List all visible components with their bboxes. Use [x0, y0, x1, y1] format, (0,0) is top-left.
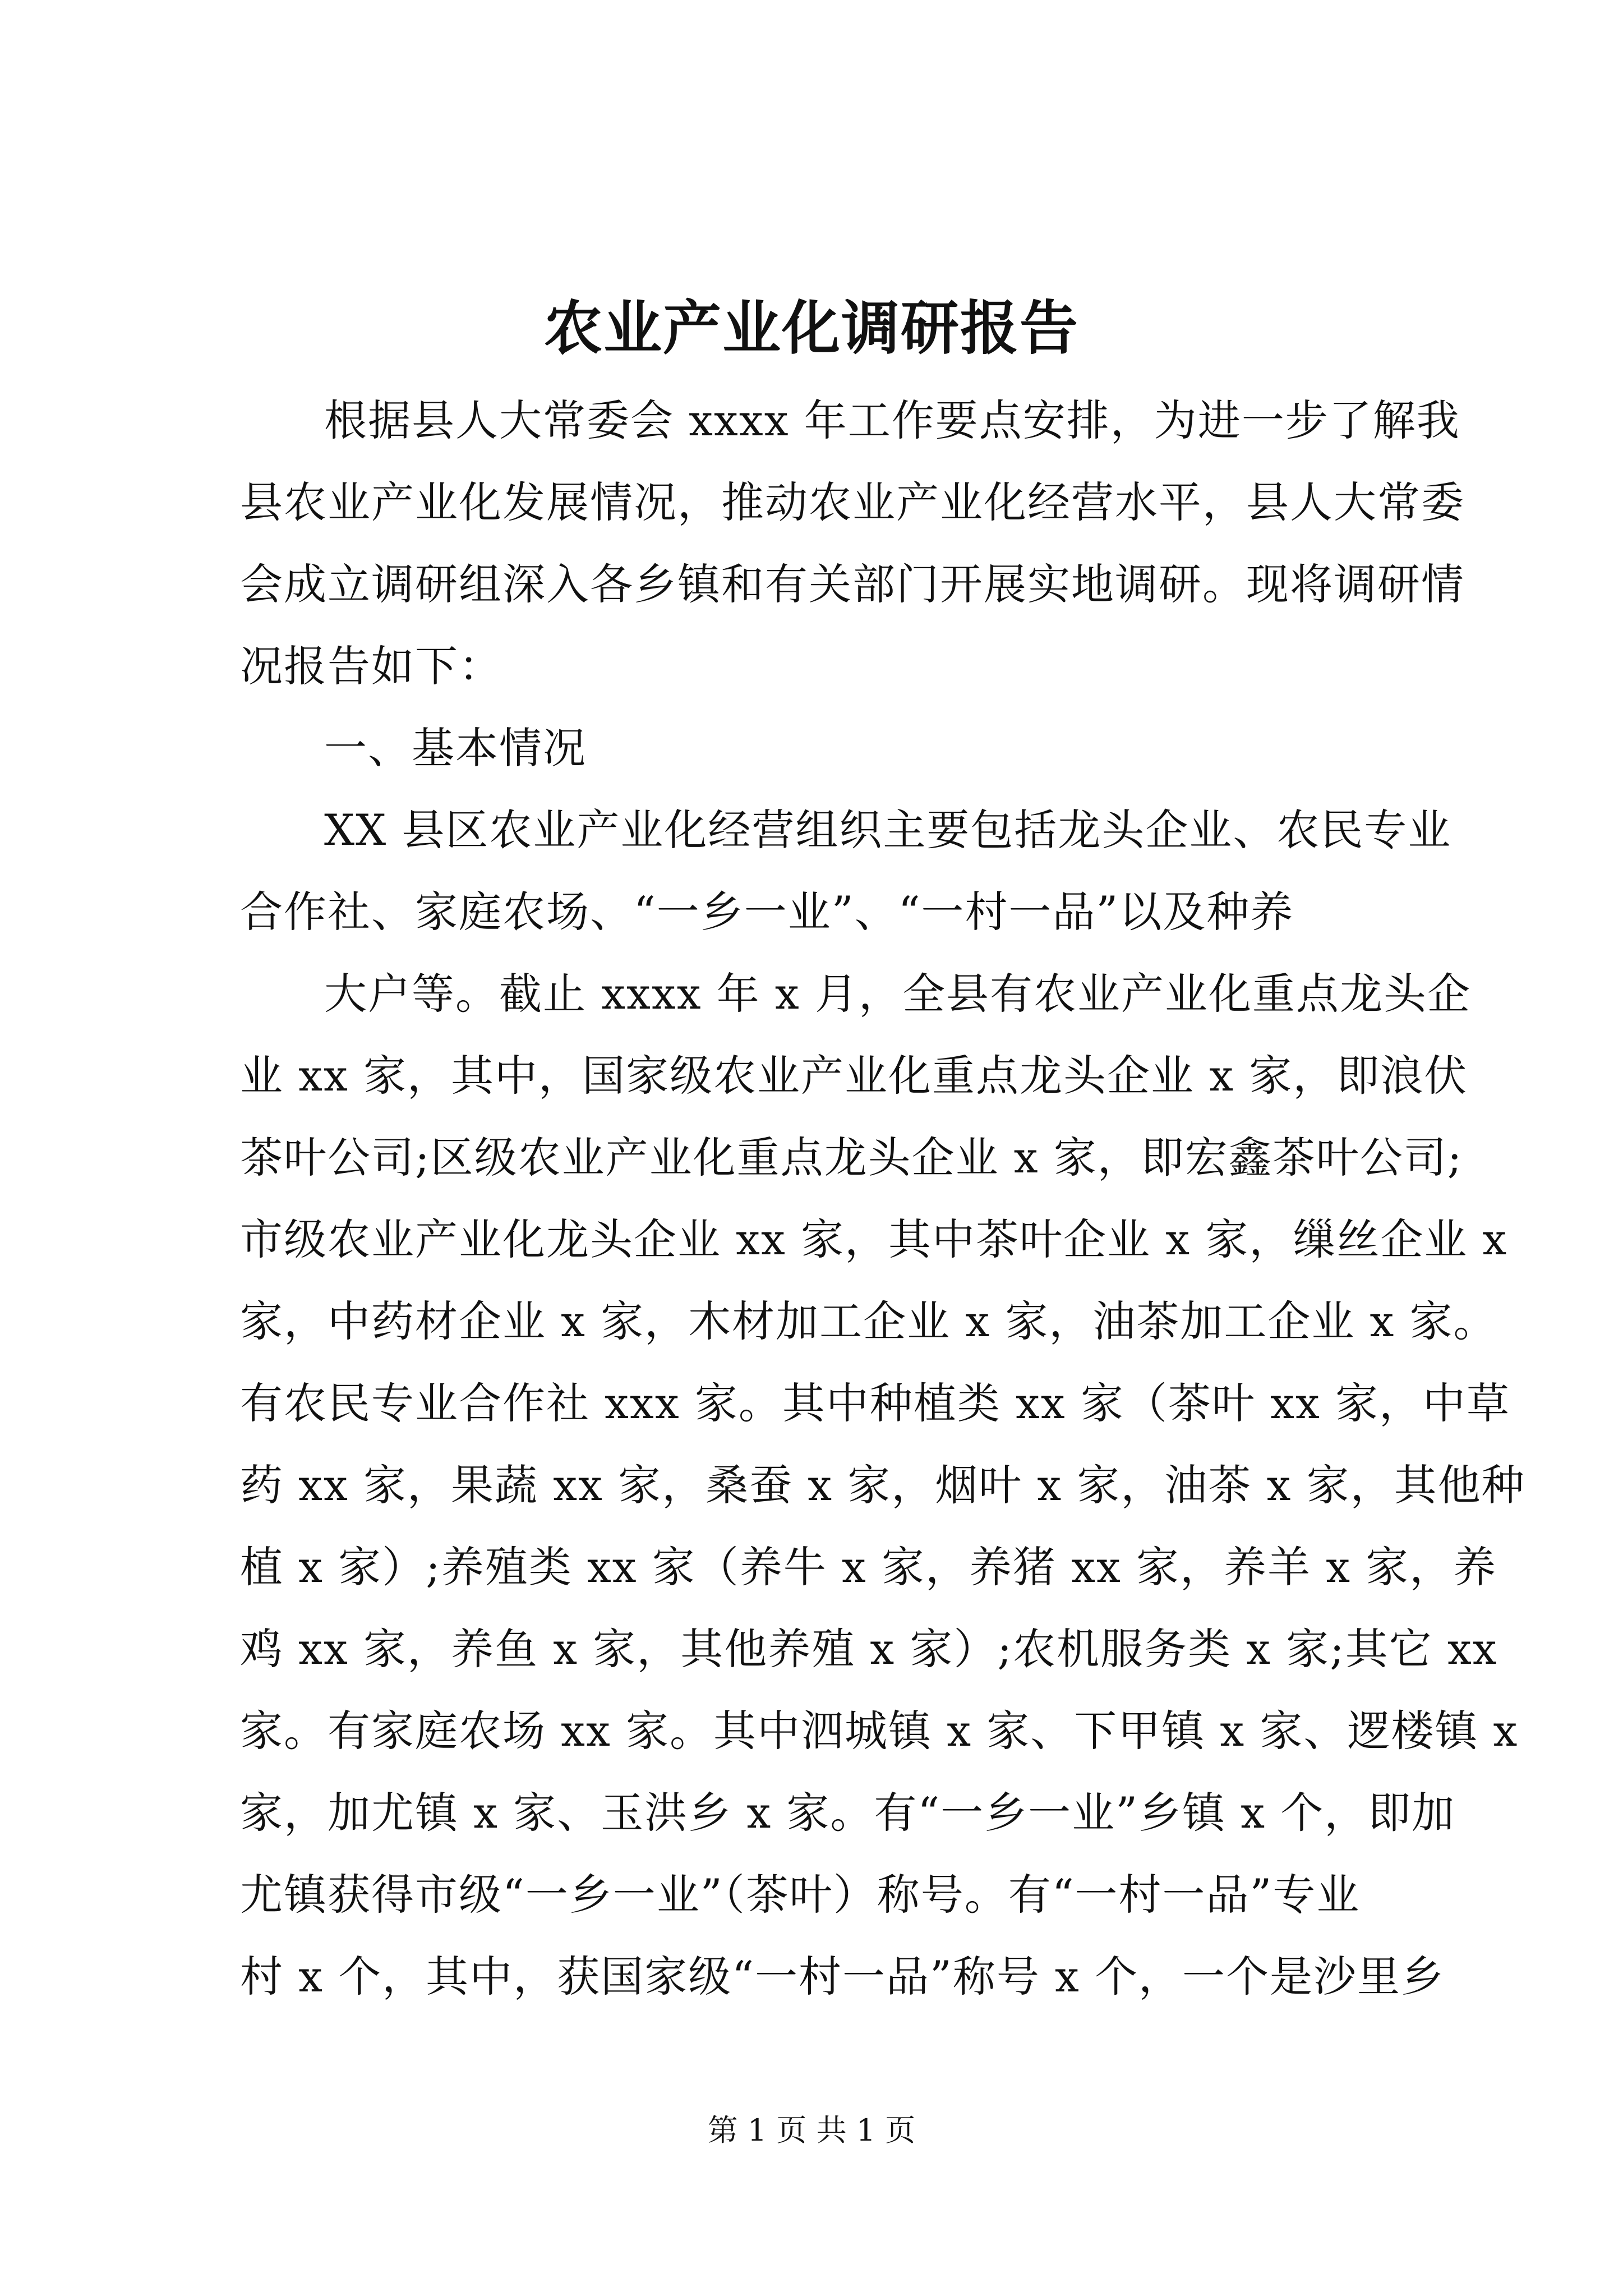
paragraph-line: 会成立调研组深入各乡镇和有关部门开展实地调研。现将调研情 — [240, 559, 1465, 609]
paragraph-line: 况报告如下： — [240, 641, 502, 691]
paragraph-line: 根据县人大常委会 xxxx 年工作要点安排，为进一步了解我 — [324, 395, 1460, 445]
paragraph-line: 尤镇获得市级“一乡一业”（茶叶）称号。有“一村一品”专业 — [240, 1870, 1361, 1920]
paragraph-line: 鸡 xx 家，养鱼 x 家，其他养殖 x 家）;农机服务类 x 家;其它 xx — [240, 1624, 1498, 1674]
section-heading: 一、基本情况 — [324, 723, 587, 773]
paragraph-line: 药 xx 家，果蔬 xx 家，桑蚕 x 家，烟叶 x 家，油茶 x 家，其他种 — [240, 1460, 1525, 1510]
paragraph-line: 村 x 个，其中，获国家级“一村一品”称号 x 个，一个是沙里乡 — [240, 1952, 1445, 2001]
paragraph-line: 县农业产业化发展情况，推动农业产业化经营水平，县人大常委 — [240, 477, 1465, 527]
paragraph-line: 合作社、家庭农场、“一乡一业”、“一村一品”以及种养 — [240, 887, 1294, 937]
paragraph-line: 大户等。截止 xxxx 年 x 月，全县有农业产业化重点龙头企 — [324, 969, 1471, 1019]
paragraph-line: 市级农业产业化龙头企业 xx 家，其中茶叶企业 x 家，缫丝企业 x — [240, 1214, 1508, 1264]
paragraph-line: 家，中药材企业 x 家，木材加工企业 x 家，油茶加工企业 x 家。 — [240, 1296, 1497, 1346]
paragraph-line: 业 xx 家，其中，国家级农业产业化重点龙头企业 x 家，即浪伏 — [240, 1051, 1468, 1101]
paragraph-line: 家。有家庭农场 xx 家。其中泗城镇 x 家、下甲镇 x 家、逻楼镇 x — [240, 1706, 1519, 1756]
paragraph-line: XX 县区农业产业化经营组织主要包括龙头企业、农民专业 — [324, 805, 1452, 855]
page-footer: 第 1 页 共 1 页 — [707, 2113, 916, 2148]
paragraph-line: 茶叶公司;区级农业产业化重点龙头企业 x 家，即宏鑫茶叶公司; — [240, 1133, 1463, 1182]
paragraph-line: 有农民专业合作社 xxx 家。其中种植类 xx 家（茶叶 xx 家，中草 — [240, 1378, 1510, 1428]
paragraph-line: 植 x 家）;养殖类 xx 家（养牛 x 家，养猪 xx 家，养羊 x 家，养 — [240, 1542, 1497, 1592]
document-title: 农业产业化调研报告 — [543, 293, 1079, 362]
paragraph-line: 家，加尤镇 x 家、玉洪乡 x 家。有“一乡一业”乡镇 x 个，即加 — [240, 1788, 1456, 1838]
